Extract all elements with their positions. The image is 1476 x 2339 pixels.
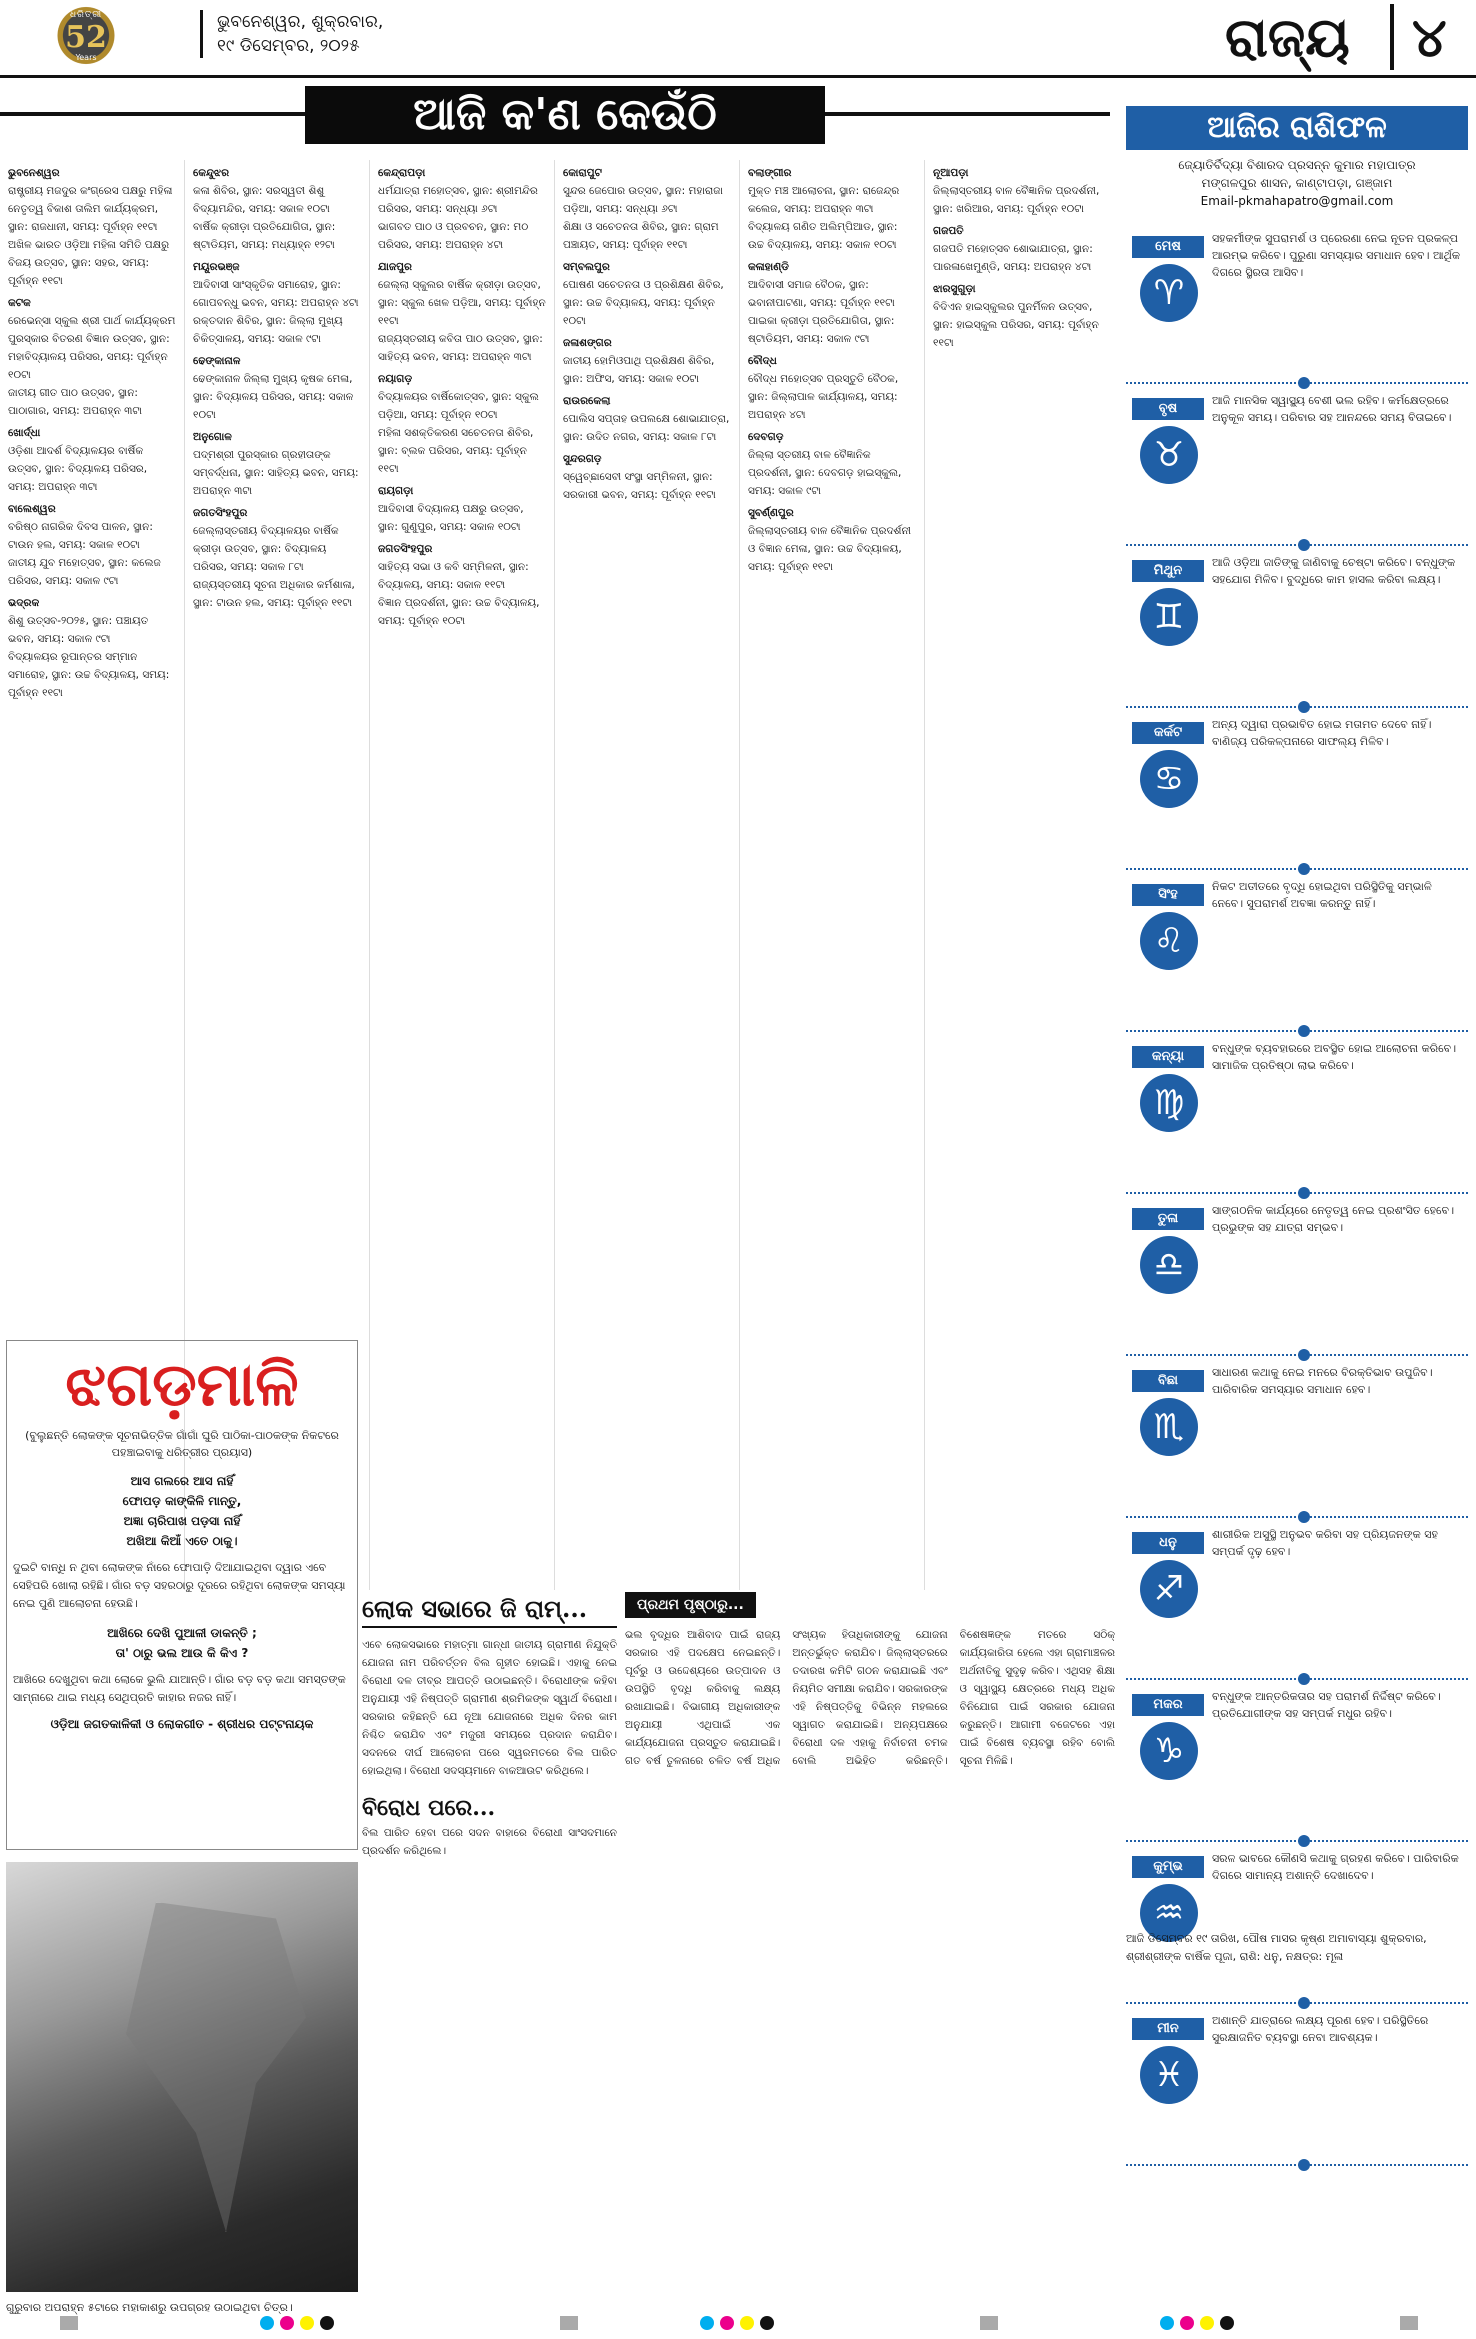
listing-location: ନୂଆପଡ଼ା [933,167,969,179]
logo-number: 52 [65,19,107,55]
listing-item: ଗଜପତି ମହୋତ୍ସବ ଶୋଭାଯାତ୍ରା, ସ୍ଥାନ: ପାରଳାଖେମୁଣ୍ଡି, ସମୟ: ଅପରାହ୍ନ ୪ଟା [933,243,1093,273]
listing-item: ଜିଲ୍ଲାସ୍ତରୀୟ ବାଳ ବୈଜ୍ଞାନିକ ପ୍ରଦର୍ଶନୀ, ସ୍ଥାନ: ଖରିଆର, ସମୟ: ପୂର୍ବାହ୍ନ ୧୦ଟା [933,185,1100,215]
cartoon-box [6,1340,358,1850]
scorpio-icon: ♏ [1140,1398,1198,1456]
listing-location: କୋରାପୁଟ [563,167,602,179]
dateline [200,10,383,58]
gray-mark [1400,2316,1418,2330]
listing-item: ଜେଲ୍ଲାସ୍ତରୀୟ ବିଦ୍ୟାଳୟର ବାର୍ଷିକ କ୍ରୀଡ଼ା ଉତ୍ସବ, ସ୍ଥାନ: ବିଦ୍ୟାଳୟ ପରିସର, ସମୟ: ସକାଳ ୮ଟା [193,525,339,573]
aquarius-icon: ♒ [1140,1884,1198,1942]
listing-column [740,160,925,1590]
cartoon-poem-2 [13,1623,351,1663]
listing-location: କଳାହାଣ୍ଡି [748,261,789,273]
story-body-2: ବିଲ ପାରିତ ହେବା ପରେ ସଦନ ବାହାରେ ବିରୋଧୀ ସାଂସଦମାନେ ପ୍ରଦର୍ଶନ କରିଥିଲେ। [362,1827,617,1857]
listing-item: ଜାତୀୟ ହୋମିଓପାଥି ପ୍ରଶିକ୍ଷଣ ଶିବିର, ସ୍ଥାନ: ଅଫିସ, ସମୟ: ସକାଳ ୧୦ଟା [563,355,715,385]
logo-name: ଧରିତ୍ରୀ [69,10,103,20]
zodiac-name: ସିଂହ [1132,884,1204,906]
listing-item: ଶିକ୍ଷା ଓ ସଚେତନତା ଶିବିର, ସ୍ଥାନ: ଗ୍ରାମ ପଞ୍ଚାୟତ, ସମୟ: ପୂର୍ବାହ୍ନ ୧୧ଟା [563,221,719,251]
astrologer-email: Email-pkmahapatro@gmail.com [1200,194,1394,208]
listing-location: ଜଗତସିଂହପୁର [378,543,433,555]
zodiac-entry [1126,1356,1468,1518]
listing-location: ବୌଦ୍ଧ [748,355,777,367]
black-mark [320,2316,334,2330]
satellite-image [6,1862,358,2292]
story-lok-sabha [362,1592,617,2292]
cancer-icon: ♋ [1140,750,1198,808]
masthead [0,0,1476,78]
yellow-mark [300,2316,314,2330]
listing-location: ନୟାଗଡ଼ [378,373,413,385]
listing-item: ଧର୍ମଯାତ୍ରା ମହୋତ୍ସବ, ସ୍ଥାନ: ଶ୍ରୀମନ୍ଦିର ପରିସର, ସମୟ: ସନ୍ଧ୍ୟା ୬ଟା [378,185,538,215]
magenta-mark [720,2316,734,2330]
listing-item: ବିଦିଏନ ହାଇସ୍କୁଲର ପୁନର୍ମିଳନ ଉତ୍ସବ, ସ୍ଥାନ: ହାଇସ୍କୁଲ ପରିସର, ସମୟ: ପୂର୍ବାହ୍ନ ୧୧ଟା [933,301,1099,349]
leo-icon: ♌ [1140,912,1198,970]
gray-mark [60,2316,78,2330]
yellow-mark [1200,2316,1214,2330]
dateline-place: ଭୁବନେଶ୍ୱର, ଶୁକ୍ରବାର, [217,12,384,32]
aries-icon: ♈ [1140,264,1198,322]
listing-location: ଅନୁଗୋଳ [193,431,232,443]
cartoon-body: ଦୁଇଟି ବାନ୍ଧି ନ ଥିବା ଲୋକଙ୍କ ନାଁରେ ଫୋପାଡ଼ି ଦିଆଯାଇଥିବା ଦ୍ୱାର ଏବେ ସେହିପରି ଖୋଲା ରହିଛି। ଗାଁର ବଡ଼ ସହରଠାରୁ ଦୂରରେ ରହିଥିବା ଲୋକଙ୍କ ସମସ୍ୟା ନେଇ ପୁଣି ଆଲୋଚନା ହେଉଛି। [13,1561,346,1610]
poem-line: ଫୋପଡ଼ କାଙ୍କିଳି ମାନ୍ତୁ, [122,1494,242,1508]
listing-item: ରାଜ୍ୟସ୍ତରୀୟ କବିତା ପାଠ ଉତ୍ସବ, ସ୍ଥାନ: ସାହିତ୍ୟ ଭବନ, ସମୟ: ଅପରାହ୍ନ ୩ଟା [378,333,543,363]
zodiac-name: କୁମ୍ଭ [1132,1856,1204,1878]
listing-item: ମୁକ୍ତ ମଞ୍ଚ ଆଲୋଚନା, ସ୍ଥାନ: ରାଜେନ୍ଦ୍ର କଲେଜ, ସମୟ: ଅପରାହ୍ନ ୩ଟା [748,185,900,215]
listing-location: ରାୟଗଡ଼ା [378,485,414,497]
panji-note: ଆଜି ଡିସେମ୍ବର ୧୯ ତାରିଖ, ପୌଷ ମାସର କୃଷ୍ଣ ଅମାବାସ୍ୟା ଶୁକ୍ରବାର, ଶ୍ରୀଶ୍ରୀଙ୍କ ବାର୍ଷିକ ପୂଜା, ରାଶି: ଧନୁ, ନକ୍ଷତ୍ର: ମୂଳା [1126,1932,1427,1963]
zodiac-forecast: ଶାରୀରିକ ଅସୁସ୍ଥି ଅନୁଭବ କରିବା ସହ ପ୍ରିୟଜନଙ୍କ ସହ ସମ୍ପର୍କ ଦୃଢ଼ ହେବ। [1212,1528,1438,1558]
zodiac-entry [1126,870,1468,1032]
gray-mark [560,2316,578,2330]
libra-icon: ♎ [1140,1236,1198,1294]
zodiac-name: ମୀନ [1132,2018,1204,2040]
poem-line: ଆଖିରେ ଦେଖି ପୁଆଳୀ ଡାକନ୍ତି ; [107,1626,257,1640]
pisces-icon: ♓ [1140,2046,1198,2104]
listing-item: ବାର୍ଷିକ କ୍ରୀଡ଼ା ପ୍ରତିଯୋଗିତା, ସ୍ଥାନ: ଷ୍ଟାଡିୟମ, ସମୟ: ମଧ୍ୟାହ୍ନ ୧୨ଟା [193,221,336,251]
listing-item: ବୌଦ୍ଧ ମହୋତ୍ସବ ପ୍ରସ୍ତୁତି ବୈଠକ, ସ୍ଥାନ: ଜିଲ୍ଲାପାଳ କାର୍ଯ୍ୟାଳୟ, ସମୟ: ଅପରାହ୍ନ ୪ଟା [748,373,899,421]
zodiac-entry [1126,1842,1468,2004]
satellite-caption: ଗୁରୁବାର ଅପରାହ୍ନ ୫ଟାରେ ମହାକାଶରୁ ଉପଗ୍ରହ ଉଠାଇଥିବା ଚିତ୍ର। [6,2301,293,2314]
listing-item: ଜାତୀୟ ଯୁବ ମହୋତ୍ସବ, ସ୍ଥାନ: କଲେଜ ପରିସର, ସମୟ: ସକାଳ ୯ଟା [8,557,161,587]
zodiac-forecast: ଅଶାନ୍ତି ଯାତ୍ରାରେ ଲକ୍ଷ୍ୟ ପୂରଣ ହେବ। ପରିସ୍ଥିତିରେ ସୁରକ୍ଷାଜନିତ ବ୍ୟବସ୍ଥା ନେବା ଆବଶ୍ୟକ। [1212,2014,1429,2044]
listing-column [925,160,1110,1590]
cartoon-poem [13,1471,351,1551]
gemini-icon: ♊ [1140,588,1198,646]
zodiac-name: କର୍କଟ [1132,722,1204,744]
listing-item: ଅଖିଳ ଭାରତ ଓଡ଼ିଆ ମହିଳା ସମିତି ପକ୍ଷରୁ ବିଜୟ ଉତ୍ସବ, ସ୍ଥାନ: ସହର, ସମୟ: ପୂର୍ବାହ୍ନ ୧୧ଟା [8,239,170,287]
zodiac-entry [1126,222,1468,384]
listing-location: କେନ୍ଦ୍ରାପଡ଼ା [378,167,426,179]
print-registration-marks [0,2310,1476,2339]
listing-item: ବିଜ୍ଞାନ ପ୍ରଦର୍ଶନୀ, ସ୍ଥାନ: ଉଚ୍ଚ ବିଦ୍ୟାଳୟ, ସମୟ: ପୂର୍ବାହ୍ନ ୧୦ଟା [378,597,540,627]
zodiac-entry [1126,1032,1468,1194]
listing-location: ଭଦ୍ରକ [8,597,40,609]
listing-item: ରକ୍ତଦାନ ଶିବିର, ସ୍ଥାନ: ଜିଲ୍ଲା ମୁଖ୍ୟ ଚିକିତ୍ସାଳୟ, ସମୟ: ସକାଳ ୯ଟା [193,315,343,345]
virgo-icon: ♍ [1140,1074,1198,1132]
cartoon-title: ଝଗଡ଼ମାଳି [65,1350,299,1420]
newspaper-logo [40,4,132,74]
listing-location: ସୁବର୍ଣ୍ଣପୁର [748,507,794,519]
listing-item: ଆଦିବାସୀ ସାଂସ୍କୃତିକ ସମାରୋହ, ସ୍ଥାନ: ଗୋପବନ୍ଧୁ ଭବନ, ସମୟ: ଅପରାହ୍ନ ୪ଟା [193,279,359,309]
zodiac-entry [1126,708,1468,870]
continued-body: ଭଲ ବୃଦ୍ଧିର ଆଶିବାଦ ପାଇଁ ରାଜ୍ୟ ସରକାର ଏହି ପଦକ୍ଷେପ ନେଇଛନ୍ତି। ପୂର୍ବରୁ ଓ ଉଦ୍ଦେଶ୍ୟରେ ଉତ୍ପାଦନ ଓ ଉପସ୍ଥିତି ବୃଦ୍ଧି କରିବାକୁ ଲକ୍ଷ୍ୟ ରଖାଯାଇଛି। ବିଭାଗୀୟ ଅଧିକାରୀଙ୍କ ଅନୁଯାୟୀ ଏଥିପାଇଁ ଏକ କାର୍ଯ୍ୟଯୋଜନା ପ୍ରସ୍ତୁତ କରାଯାଇଛି। ଗତ ବର୍ଷ ତୁଳନାରେ ଚଳିତ ବର୍ଷ ଅଧିକ ସଂଖ୍ୟକ ହିତାଧିକାରୀଙ୍କୁ ଯୋଜନା ଅନ୍ତର୍ଭୁକ୍ତ କରାଯିବ। ଜିଲ୍ଲାସ୍ତରରେ ତଦାରଖ କମିଟି ଗଠନ କରାଯାଇଛି ଏବଂ ନିୟମିତ ସମୀକ୍ଷା କରାଯିବ। ସରକାରଙ୍କ ଏହି ନିଷ୍ପତ୍ତିକୁ ବିଭିନ୍ନ ମହଲରେ ସ୍ୱାଗତ କରାଯାଇଛି। ଅନ୍ୟପକ୍ଷରେ ବିରୋଧୀ ଦଳ ଏହାକୁ ନିର୍ବାଚନୀ ଚମକ ବୋଲି ଅଭିହିତ କରିଛନ୍ତି। ବିଶେଷଜ୍ଞଙ୍କ ମତରେ ସଠିକ୍ କାର୍ଯ୍ୟକାରିତା ହେଲେ ଏହା ଗ୍ରାମାଞ୍ଚଳର ଅର୍ଥନୀତିକୁ ସୁଦୃଢ଼ କରିବ। ଏଥିସହ ଶିକ୍ଷା ଓ ସ୍ୱାସ୍ଥ୍ୟ କ୍ଷେତ୍ରରେ ମଧ୍ୟ ଅଧିକ ବିନିଯୋଗ ପାଇଁ ସରକାର ଯୋଜନା କରୁଛନ୍ତି। ଆଗାମୀ ବଜେଟରେ ଏହା ପାଇଁ ବିଶେଷ ବ୍ୟବସ୍ଥା ରହିବ ବୋଲି ସୂଚନା ମିଳିଛି। [625,1629,1115,1767]
sagittarius-icon: ♐ [1140,1560,1198,1618]
listing-item: ବିଦ୍ୟାଳୟର ବାର୍ଷିକୋତ୍ସବ, ସ୍ଥାନ: ସ୍କୁଲ ପଡ଼ିଆ, ସମୟ: ପୂର୍ବାହ୍ନ ୧୦ଟା [378,391,539,421]
yellow-mark [740,2316,754,2330]
listing-item: ରେଭେନ୍ସା ସ୍କୁଲ ଶ୍ରୀ ପାର୍ଥ କାର୍ଯ୍ୟକ୍ରମ ପୁରସ୍କାର ବିତରଣ ବିଜ୍ଞାନ ଉତ୍ସବ, ସ୍ଥାନ: ମହାବିଦ୍ୟାଳୟ ପରିସର, ସମୟ: ପୂର୍ବାହ୍ନ ୧୦ଟା [8,315,176,381]
zodiac-forecast: ସାଙ୍ଗଠନିକ କାର୍ଯ୍ୟରେ ନେତୃତ୍ୱ ନେଇ ପ୍ରଶଂସିତ ହେବେ। ପ୍ରଭୁଙ୍କ ସହ ଯାତ୍ରା ସମ୍ଭବ। [1212,1204,1455,1234]
magenta-mark [280,2316,294,2330]
listing-item: ଓଡ଼ିଶା ଆଦର୍ଶ ବିଦ୍ୟାଳୟର ବାର୍ଷିକ ଉତ୍ସବ, ସ୍ଥାନ: ବିଦ୍ୟାଳୟ ପରିସର, ସମୟ: ଅପରାହ୍ନ ୩ଟା [8,445,148,493]
listing-item: କଳା ଶିବିର, ସ୍ଥାନ: ସରସ୍ୱତୀ ଶିଶୁ ବିଦ୍ୟାମନ୍ଦିର, ସମୟ: ସକାଳ ୧୦ଟା [193,185,330,215]
zodiac-forecast: ଆଜି ମାନସିକ ସ୍ୱାସ୍ଥ୍ୟ ବେଶୀ ଭଲ ରହିବ। କର୍ମକ୍ଷେତ୍ରରେ ଅନୁକୂଳ ସମୟ। ପରିବାର ସହ ଆନନ୍ଦରେ ସମୟ ବିତାଇବେ। [1212,394,1452,424]
story-body: ଏବେ ଲୋକସଭାରେ ମହାତ୍ମା ଗାନ୍ଧୀ ଜାତୀୟ ଗ୍ରାମୀଣ ନିଯୁକ୍ତି ଯୋଜନା ନାମ ପରିବର୍ତ୍ତନ ବିଲ ଗୃହୀତ ହୋଇଛି। ଏହାକୁ ନେଇ ବିରୋଧୀ ଦଳ ତୀବ୍ର ଆପତ୍ତି ଉଠାଇଛନ୍ତି। ବିରୋଧୀଙ୍କ କହିବା ଅନୁଯାୟୀ ଏହି ନିଷ୍ପତ୍ତି ଗ୍ରାମୀଣ ଶ୍ରମିକଙ୍କ ସ୍ୱାର୍ଥ ବିରୋଧୀ। ସରକାର କହିଛନ୍ତି ଯେ ନୂଆ ଯୋଜନାରେ ଅଧିକ ଦିନର କାମ ନିଶ୍ଚିତ କରାଯିବ ଏବଂ ମଜୁରୀ ସମୟରେ ପ୍ରଦାନ କରାଯିବ। ସଦନରେ ଦୀର୍ଘ ଆଲୋଚନା ପରେ ସ୍ୱରମତରେ ବିଲ ପାରିତ ହୋଇଥିଲା। ବିରୋଧୀ ସଦସ୍ୟମାନେ ବାକଆଉଟ କରିଥିଲେ। [362,1639,617,1777]
listing-location: ଖୋର୍ଦ୍ଧା [8,427,41,439]
zodiac-entry [1126,384,1468,546]
cyan-mark [700,2316,714,2330]
listing-item: ଆଦିବାସୀ ବିଦ୍ୟାଳୟ ପକ୍ଷରୁ ଉତ୍ସବ, ସ୍ଥାନ: ଗୁଣୁପୁର, ସମୟ: ସକାଳ ୧୦ଟା [378,503,524,533]
zodiac-entry [1126,546,1468,708]
listing-location: ସୁନ୍ଦରଗଡ଼ [563,453,602,465]
listing-item: ବିଦ୍ୟାଳୟର ରୂପାନ୍ତର ସମ୍ମାନ ସମାରୋହ, ସ୍ଥାନ: ଉଚ୍ଚ ବିଦ୍ୟାଳୟ, ସମୟ: ପୂର୍ବାହ୍ନ ୧୧ଟା [8,651,170,699]
capricorn-icon: ♑ [1140,1722,1198,1780]
astrologer-name: ଜ୍ୟୋତିର୍ବିଦ୍ୟା ବିଶାରଦ ପ୍ରସନ୍ନ କୁମାର ମହାପାତ୍ର [1178,158,1416,172]
cartoon-body-2: ଆଖିରେ ଦେଖୁଥିବା କଥା ଲୋକେ ଭୁଲି ଯାଆନ୍ତି। ଗାଁର ବଡ଼ ବଡ଼ କଥା ସମସ୍ତଙ୍କ ସାମ୍ନାରେ ଥାଇ ମଧ୍ୟ ସେଥିପ୍ରତି କାହାର ନଜର ନାହିଁ। [13,1673,346,1704]
india-landmass [116,1902,316,2232]
zodiac-forecast: ଆଜି ଓଡ଼ିଆ ଜାତିଙ୍କୁ ଜାଣିବାକୁ ଚେଷ୍ଟା କରିବେ। ବନ୍ଧୁଙ୍କ ସହଯୋଗ ମିଳିବ। ବୁଦ୍ଧିରେ କାମ ହାସଲ କରିବା ଲକ୍ଷ୍ୟ। [1212,556,1456,586]
zodiac-forecast: ଅନ୍ୟ ଦ୍ୱାରା ପ୍ରଭାବିତ ହୋଇ ମତାମତ ଦେବେ ନାହିଁ। ବାଣିଜ୍ୟ ପରିକଳ୍ପନାରେ ସାଫଲ୍ୟ ମିଳିବ। [1212,718,1432,748]
story-continued [625,1592,1115,2292]
page-number: ୪ [1390,4,1447,70]
listing-item: ବରିଷ୍ଠ ନାଗରିକ ଦିବସ ପାଳନ, ସ୍ଥାନ: ଟାଉନ ହଲ, ସମୟ: ସକାଳ ୧୦ଟା [8,521,153,551]
listing-item: ଜାତୀୟ ଗୀତ ପାଠ ଉତ୍ସବ, ସ୍ଥାନ: ପାଠାଗାର, ସମୟ: ଅପରାହ୍ନ ୩ଟା [8,387,143,417]
divider-dot [1298,2159,1310,2171]
listing-item: ପୋଷଣ ସଚେତନତା ଓ ପ୍ରଶିକ୍ଷଣ ଶିବିର, ସ୍ଥାନ: ଉଚ୍ଚ ବିଦ୍ୟାଳୟ, ସମୟ: ପୂର୍ବାହ୍ନ ୧୦ଟା [563,279,724,327]
listing-item: ସାହିତ୍ୟ ସଭା ଓ କବି ସମ୍ମିଳନୀ, ସ୍ଥାନ: ବିଦ୍ୟାଳୟ, ସମୟ: ସକାଳ ୧୧ଟା [378,561,529,591]
gray-mark [980,2316,998,2330]
listing-location: ଦେବଗଡ଼ [748,431,784,443]
zodiac-name: ମିଥୁନ [1132,560,1204,582]
listing-location: ବାଲେଶ୍ୱର [8,503,56,515]
cyan-mark [1160,2316,1174,2330]
listing-location: ଝାରସୁଗୁଡ଼ା [933,283,976,295]
listing-location: କେନ୍ଦୁଝର [193,167,230,179]
dateline-date: ୧୯ ଡିସେମ୍ବର, ୨୦୨୫ [217,36,360,56]
zodiac-name: ଧନୁ [1132,1532,1204,1554]
listing-location: କଟକ [8,297,31,309]
listing-location: ସମ୍ବଲପୁର [563,261,610,273]
zodiac-forecast: ସାଧାରଣ କଥାକୁ ନେଇ ମନରେ ବିରକ୍ତିଭାବ ଉପୁଜିବ। ପାରିବାରିକ ସମସ୍ୟାର ସମାଧାନ ହେବ। [1212,1366,1433,1396]
listing-item: ଢେଙ୍କାନାଳ ଜିଲ୍ଲା ମୁଖ୍ୟ କୃଷକ ମେଳା, ସ୍ଥାନ: ବିଦ୍ୟାଳୟ ପରିସର, ସମୟ: ସକାଳ ୧୦ଟା [193,373,354,421]
black-mark [1220,2316,1234,2330]
zodiac-forecast: ସରଳ ଭାବରେ କୌଣସି କଥାକୁ ଗ୍ରହଣ କରିବେ। ପାରିବାରିକ ଦିଗରେ ସାମାନ୍ୟ ଅଶାନ୍ତି ଦେଖାଦେବ। [1212,1852,1459,1882]
zodiac-forecast: ନିକଟ ଅତୀତରେ ବୃଦ୍ଧି ହୋଇଥିବା ପରିସ୍ଥିତିକୁ ସମ୍ଭାଳି ନେବେ। ସୁପରାମର୍ଶ ଅବଜ୍ଞା କରନ୍ତୁ ନାହିଁ। [1212,880,1432,910]
listing-item: ମହିଳା ସଶକ୍ତିକରଣ ସଚେତନତା ଶିବିର, ସ୍ଥାନ: ବ୍ଲକ ପରିସର, ସମୟ: ପୂର୍ବାହ୍ନ ୧୧ଟା [378,427,534,475]
zodiac-name: କନ୍ୟା [1132,1046,1204,1068]
listing-location: ଯାଜପୁର [378,261,412,273]
zodiac-list [1126,222,1468,2166]
zodiac-forecast: ବନ୍ଧୁଙ୍କ ଆନ୍ତରିକତାର ସହ ପରାମର୍ଶ ନିର୍ଦ୍ଦିଷ୍ଟ କରିବେ। ପ୍ରତିଯୋଗୀଙ୍କ ସହ ସମ୍ପର୍କ ମଧୁର ରହିବ। [1212,1690,1441,1720]
listing-item: ବିଦ୍ୟାଳୟ ଗଣିତ ଅଲିମ୍ପିଆଡ, ସ୍ଥାନ: ଉଚ୍ଚ ବିଦ୍ୟାଳୟ, ସମୟ: ସକାଳ ୧୦ଟା [748,221,898,251]
listing-location: ଗଜପତି [933,225,964,237]
listing-item: ଜିଲ୍ଲା ସ୍ତରୀୟ ବାଳ ବୈଜ୍ଞାନିକ ପ୍ରଦର୍ଶନୀ, ସ୍ଥାନ: ଦେବଗଡ଼ ହାଇସ୍କୁଲ, ସମୟ: ସକାଳ ୯ଟା [748,449,902,497]
zodiac-entry [1126,1194,1468,1356]
listing-item: ଜିଲ୍ଲାସ୍ତରୀୟ ବାଳ ବୈଜ୍ଞାନିକ ପ୍ରଦର୍ଶନୀ ଓ ବିଜ୍ଞାନ ମେଳା, ସ୍ଥାନ: ଉଚ୍ଚ ବିଦ୍ୟାଳୟ, ସମୟ: ପୂର୍ବାହ୍ନ ୧୧ଟା [748,525,912,573]
listing-item: ଜେଲ୍ଲା ସ୍କୁଲର ବାର୍ଷିକ କ୍ରୀଡ଼ା ଉତ୍ସବ, ସ୍ଥାନ: ସ୍କୁଲ ଖେଳ ପଡ଼ିଆ, ସମୟ: ପୂର୍ବାହ୍ନ ୧୧ଟା [378,279,546,327]
logo-years: Years [75,52,97,62]
cartoon-subtitle: (ବୁଲୁଛନ୍ତି ଲୋକଙ୍କ ସୂଚନାଭିତ୍ତିକ ଗାଁଗାଁ ଘୁରି ପାଠିକା-ପାଠକଙ୍କ ନିକଟରେ ପହଞ୍ଚାଇବାକୁ ଧରିତ୍ରୀର ପ୍ରୟାସ) [25,1429,339,1459]
listing-item: ଆଦିବାସୀ ସମାଜ ବୈଠକ, ସ୍ଥାନ: ଭବାନୀପାଟଣା, ସମୟ: ପୂର୍ବାହ୍ନ ୧୧ଟା [748,279,895,309]
magenta-mark [1180,2316,1194,2330]
zodiac-forecast: ବନ୍ଧୁଙ୍କ ବ୍ୟବହାରରେ ଅବସ୍ଥିତ ହୋଇ ଆଲୋଚନା କରିବେ। ସାମାଜିକ ପ୍ରତିଷ୍ଠା ଲାଭ କରିବେ। [1212,1042,1457,1072]
zodiac-name: ବିଛା [1132,1370,1204,1392]
zodiac-entry [1126,1518,1468,1680]
zodiac-name: ତୁଳା [1132,1208,1204,1230]
poem-line: ତା' ଠାରୁ ଭଲ ଆଉ କି କିଏ ? [115,1646,249,1660]
listing-column [370,160,555,1590]
zodiac-name: ମେଷ [1132,236,1204,258]
story-headline[interactable]: ଲୋକ ସଭାରେ ଜି ରାମ୍... [362,1592,617,1628]
horoscope-panel [1118,100,1476,2240]
poem-line: ଅଜ୍ଞା ଚାରିପାଖ ପଡ଼ସା ନାହିଁ [123,1514,241,1528]
zodiac-name: ମକର [1132,1694,1204,1716]
listing-item: ପଦ୍ମଶ୍ରୀ ପୁରସ୍କାର ଗ୍ରହୀତାଙ୍କ ସମ୍ବର୍ଦ୍ଧନା, ସ୍ଥାନ: ସାହିତ୍ୟ ଭବନ, ସମୟ: ଅପରାହ୍ନ ୩ଟା [193,449,359,497]
listing-item: ଭାଗବତ ପାଠ ଓ ପ୍ରବଚନ, ସ୍ଥାନ: ମଠ ପରିସର, ସମୟ: ଅପରାହ୍ନ ୪ଟା [378,221,529,251]
listing-item: ପୋଲିସ ସପ୍ତାହ ଉପଲକ୍ଷେ ଶୋଭାଯାତ୍ରା, ସ୍ଥାନ: ଉଦିତ ନଗର, ସମୟ: ସକାଳ ୮ଟା [563,413,730,443]
listing-column [555,160,740,1590]
taurus-icon: ♉ [1140,426,1198,484]
cyan-mark [260,2316,274,2330]
section-title: ରାଜ୍ୟ [1225,5,1350,69]
listing-item: ସୁନ୍ଦର ଜେପୋର ଉତ୍ସବ, ସ୍ଥାନ: ମହାରାଜା ପଡ଼ିଆ, ସମୟ: ସନ୍ଧ୍ୟା ୬ଟା [563,185,723,215]
listing-item: ରାଷ୍ଟ୍ରୀୟ ମଜଦୁର କଂଗ୍ରେସ ପକ୍ଷରୁ ମହିଳା ନେତୃତ୍ୱ ବିକାଶ ତାଲିମ କାର୍ଯ୍ୟକ୍ରମ, ସ୍ଥାନ: ରାଜଧାନୀ, ସମୟ: ପୂର୍ବାହ୍ନ ୧୧ଟା [8,185,173,233]
listing-location: ଜଳାଶଙ୍ଗର [563,337,612,349]
listing-location: ମୟୂରଭଞ୍ଜ [193,261,240,273]
astrologer-address: ମଙ୍ଗଳପୁର ଶାସନ, କାଣ୍ଟାପଡ଼ା, ଗଞ୍ଜାମ [1201,176,1393,190]
listing-item: ରାଜ୍ୟସ୍ତରୀୟ ସୂଚନା ଅଧିକାର କର୍ମଶାଳା, ସ୍ଥାନ: ଟାଉନ ହଲ, ସମୟ: ପୂର୍ବାହ୍ନ ୧୧ଟା [193,579,355,609]
listing-location: ବଲାଙ୍ଗୀର [748,167,792,179]
zodiac-forecast: ସହକର୍ମୀଙ୍କ ସୁପରାମର୍ଶ ଓ ପ୍ରେରଣା ନେଇ ନୂତନ ପ୍ରକଳ୍ପ ଆରମ୍ଭ କରିବେ। ପୁରୁଣା ସମସ୍ୟାର ସମାଧାନ ହେବ। ଆର୍ଥିକ ଦିଗରେ ସ୍ଥିରତା ଆସିବ। [1212,232,1460,279]
continued-tag: ପ୍ରଥମ ପୃଷ୍ଠାରୁ... [625,1592,756,1618]
story-subheadline[interactable]: ବିରୋଧ ପରେ... [362,1795,496,1821]
listing-item: ସ୍ୱେଚ୍ଛାସେବୀ ସଂସ୍ଥା ସମ୍ମିଳନୀ, ସ୍ଥାନ: ସରକାରୀ ଭବନ, ସମୟ: ପୂର୍ବାହ୍ନ ୧୧ଟା [563,471,716,501]
listing-location: ଢେଙ୍କାନାଳ [193,355,241,367]
listing-item: ଶିଶୁ ଉତ୍ସବ-୨୦୨୫, ସ୍ଥାନ: ପଞ୍ଚାୟତ ଭବନ, ସମୟ: ସକାଳ ୯ଟା [8,615,149,645]
listing-location: ଭୁବନେଶ୍ୱର [8,167,60,179]
listing-location: ରାଉରକେଲା [563,395,611,407]
poem-line: ଆସ ଗଲରେ ଆସ ନାହିଁ [130,1474,234,1488]
zodiac-entry [1126,1680,1468,1842]
zodiac-name: ବୃଷ [1132,398,1204,420]
poem-line: ଅଖିଆ କିଆଁ ଏତେ ଠାକୁ। [126,1534,238,1548]
listings-banner: ଆଜି କ'ଣ କେଉଁଠି [305,86,825,144]
black-mark [760,2316,774,2330]
horoscope-title: ଆଜିର ରାଶିଫଳ [1126,106,1468,150]
zodiac-entry [1126,2004,1468,2166]
listing-item: ପାଇକା କ୍ରୀଡ଼ା ପ୍ରତିଯୋଗିତା, ସ୍ଥାନ: ଷ୍ଟାଡିୟମ, ସମୟ: ସକାଳ ୯ଟା [748,315,895,345]
cartoon-credit: ଓଡ଼ିଆ ଜଗତକାଳିକୀ ଓ ଲୋକଗୀତ - ଶ୍ରୀଧର ପଟ୍ଟନାୟକ [50,1717,314,1731]
listing-location: ଜଗତସିଂହପୁର [193,507,248,519]
astrologer-info [1126,156,1468,210]
